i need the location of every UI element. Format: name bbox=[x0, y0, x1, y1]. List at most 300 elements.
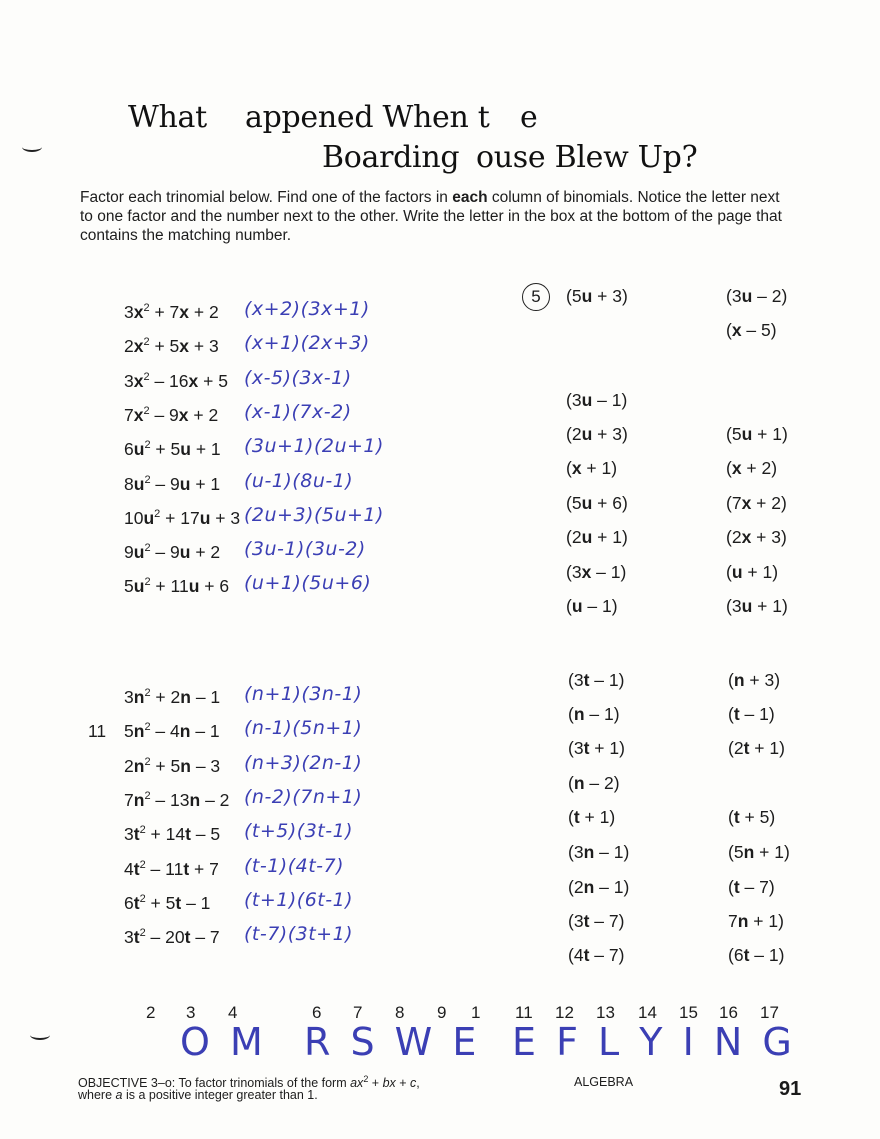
trinomial-middle: + 5 bbox=[149, 336, 180, 357]
trinomial-variable-2: n bbox=[180, 755, 191, 776]
trinomial-exponent: 2 bbox=[143, 336, 150, 349]
binomial-pre: (3 bbox=[566, 390, 582, 410]
trinomial-variable-2: u bbox=[199, 507, 211, 528]
trinomial-variable-2: t bbox=[183, 858, 190, 879]
trinomial-exponent: 2 bbox=[144, 576, 151, 589]
trinomial-exponent: 2 bbox=[144, 439, 151, 452]
objective-ax: ax bbox=[350, 1076, 364, 1091]
binomial-variable: t bbox=[583, 738, 590, 758]
trinomial-middle: – 16 bbox=[149, 370, 189, 391]
binomial-option bbox=[568, 807, 615, 828]
instructions bbox=[80, 188, 792, 245]
binomial-option bbox=[728, 807, 775, 828]
binomial-variable: t bbox=[733, 807, 740, 827]
binomial-post: + 1) bbox=[592, 527, 628, 547]
objective-c: c bbox=[410, 1076, 417, 1091]
binomial-pre: ( bbox=[568, 773, 574, 793]
trinomial-variable: x bbox=[133, 302, 144, 322]
binomial-variable: t bbox=[743, 945, 750, 965]
trinomial-coefficient: 3 bbox=[124, 302, 134, 322]
binomial-variable: x bbox=[581, 562, 592, 582]
trinomial bbox=[124, 474, 220, 495]
binomial-post: + 1) bbox=[579, 807, 616, 827]
binomial-option bbox=[566, 562, 626, 583]
binomial-pre: ( bbox=[728, 877, 734, 897]
trinomial-exponent: 2 bbox=[139, 927, 146, 940]
trinomial-coefficient: 10 bbox=[124, 507, 144, 528]
trinomial-variable: x bbox=[133, 404, 144, 425]
trinomial bbox=[124, 405, 218, 426]
binomial-pre: ( bbox=[566, 458, 572, 478]
answer-number: 9 bbox=[437, 1003, 447, 1022]
trinomial-variable: n bbox=[133, 687, 145, 707]
title-line1-part2: appened When t bbox=[245, 100, 490, 135]
trinomial-variable-2: t bbox=[184, 927, 191, 948]
trinomial-constant: + 2 bbox=[189, 302, 219, 322]
trinomial-coefficient: 5 bbox=[124, 576, 134, 597]
trinomial-middle: + 5 bbox=[145, 892, 176, 913]
trinomial-coefficient: 6 bbox=[124, 439, 134, 460]
handwritten-answer: (x-1)(7x-2) bbox=[244, 400, 352, 423]
binomial-variable: t bbox=[743, 738, 750, 758]
trinomial-coefficient: 3 bbox=[124, 687, 134, 707]
binomial-variable: u bbox=[741, 596, 753, 616]
binomial-option bbox=[568, 842, 629, 863]
binomial-option bbox=[728, 945, 784, 966]
trinomial-middle: – 4 bbox=[150, 721, 180, 742]
trinomial-constant: + 7 bbox=[189, 858, 219, 879]
binomial-pre: ( bbox=[726, 458, 732, 478]
trinomial-variable-2: n bbox=[180, 687, 191, 707]
binomial-variable: t bbox=[583, 945, 590, 965]
answer-number: 4 bbox=[228, 1003, 238, 1022]
binomial-option bbox=[566, 286, 628, 307]
objective-where: where bbox=[78, 1088, 116, 1102]
trinomial-constant: + 2 bbox=[188, 404, 219, 425]
trinomial-coefficient: 3 bbox=[124, 927, 134, 948]
trinomial bbox=[124, 893, 210, 914]
answer-number: 1 bbox=[471, 1003, 481, 1022]
trinomial-constant: + 3 bbox=[189, 336, 219, 357]
binomial-pre: (5 bbox=[728, 842, 744, 862]
binomial-variable: u bbox=[581, 286, 593, 306]
binomial-post: + 6) bbox=[592, 493, 628, 513]
binomial-option bbox=[726, 286, 787, 307]
trinomial-constant: – 1 bbox=[181, 892, 211, 913]
instructions-bold: each bbox=[452, 189, 488, 206]
binomial-variable: u bbox=[741, 424, 753, 444]
trinomial-middle: – 9 bbox=[150, 473, 180, 494]
binomial-pre: (3 bbox=[726, 286, 742, 306]
binomial-option bbox=[726, 562, 778, 583]
trinomial bbox=[124, 508, 240, 529]
trinomial-variable: t bbox=[133, 927, 140, 948]
title-line1-part1: What bbox=[128, 100, 207, 135]
binomial-pre: ( bbox=[568, 807, 574, 827]
trinomial-exponent: 2 bbox=[144, 473, 151, 486]
trinomial bbox=[124, 302, 219, 323]
trinomial-variable-2: x bbox=[179, 302, 190, 322]
answer-letters-group2: R S W E bbox=[304, 1020, 481, 1064]
answer-letters-group1: O M bbox=[180, 1020, 267, 1064]
binomial-option bbox=[726, 320, 777, 341]
binomial-post: + 2) bbox=[741, 458, 778, 478]
trinomial-variable-2: u bbox=[179, 473, 191, 494]
trinomial-variable-2: u bbox=[179, 542, 191, 563]
trinomial-middle: + 5 bbox=[150, 755, 181, 776]
trinomial-middle: – 9 bbox=[149, 404, 179, 425]
handwritten-answer: (u+1)(5u+6) bbox=[244, 572, 372, 595]
binomial-option bbox=[728, 670, 780, 691]
binomial-option bbox=[566, 596, 618, 617]
binomial-option bbox=[726, 527, 787, 548]
answer-number: 7 bbox=[353, 1003, 363, 1022]
binomial-option bbox=[566, 493, 628, 514]
trinomial-middle: + 2 bbox=[150, 687, 181, 707]
trinomial bbox=[124, 859, 219, 880]
binomial-variable: u bbox=[741, 286, 753, 306]
handwritten-answer: (n+3)(2n-1) bbox=[244, 751, 363, 774]
objective-bx: bx bbox=[382, 1076, 396, 1091]
binomial-option bbox=[568, 773, 620, 794]
trinomial-variable-2: x bbox=[188, 370, 199, 391]
trinomial-coefficient: 7 bbox=[124, 789, 134, 810]
binomial-pre: ( bbox=[728, 704, 734, 724]
trinomial-constant: – 3 bbox=[190, 755, 221, 776]
binomial-post: – 1) bbox=[589, 670, 625, 690]
trinomial-constant: – 2 bbox=[200, 789, 230, 810]
binomial-variable: t bbox=[733, 877, 740, 897]
trinomial-variable: t bbox=[133, 858, 140, 879]
trinomial-exponent: 2 bbox=[144, 790, 151, 803]
binomial-post: + 1) bbox=[581, 458, 618, 478]
binomial-pre: (2 bbox=[566, 527, 582, 547]
binomial-variable: u bbox=[581, 390, 593, 410]
trinomial-variable: n bbox=[133, 755, 145, 776]
binomial-variable: n bbox=[583, 877, 595, 897]
binomial-option bbox=[568, 877, 629, 898]
objective-exp: 2 bbox=[363, 1074, 369, 1084]
binomial-post: – 1) bbox=[594, 842, 630, 862]
trinomial-variable-2: x bbox=[179, 336, 190, 357]
objective-plus2: + bbox=[395, 1076, 411, 1091]
trinomial-constant: + 3 bbox=[210, 507, 241, 528]
answer-letters-group3: E F L Y I N G bbox=[512, 1020, 796, 1064]
answer-number: 2 bbox=[146, 1003, 156, 1022]
trinomial bbox=[124, 439, 221, 460]
trinomial-variable: u bbox=[133, 439, 145, 460]
binomial-post: + 1) bbox=[752, 424, 788, 444]
handwritten-answer: (3u-1)(3u-2) bbox=[244, 538, 366, 561]
handwritten-answer: (t-7)(3t+1) bbox=[244, 923, 354, 946]
answer-number: 15 bbox=[679, 1003, 698, 1022]
binomial-option bbox=[566, 527, 628, 548]
handwritten-answer: (t-1)(4t-7) bbox=[244, 854, 345, 877]
binomial-option bbox=[568, 704, 620, 725]
trinomial-middle: – 20 bbox=[145, 927, 185, 948]
binomial-option bbox=[566, 390, 627, 411]
trinomial-exponent: 2 bbox=[144, 687, 151, 700]
binomial-option bbox=[728, 842, 790, 863]
trinomial-variable: t bbox=[133, 892, 140, 913]
binomial-variable: t bbox=[573, 807, 580, 827]
trinomial-coefficient: 2 bbox=[124, 755, 134, 776]
trinomial-coefficient: 9 bbox=[124, 542, 134, 563]
binomial-pre: (4 bbox=[568, 945, 584, 965]
trinomial-exponent: 2 bbox=[154, 507, 161, 520]
answer-number: 16 bbox=[719, 1003, 738, 1022]
trinomial-middle: + 5 bbox=[150, 439, 181, 460]
binomial-post: – 1) bbox=[594, 877, 630, 897]
trinomial bbox=[124, 824, 220, 845]
binomial-pre: ( bbox=[728, 670, 734, 690]
trinomial-variable-2: u bbox=[188, 576, 200, 597]
margin-mark-bottom bbox=[30, 1030, 50, 1040]
trinomial-exponent: 2 bbox=[144, 721, 151, 734]
binomial-option bbox=[566, 458, 617, 479]
binomial-pre: ( bbox=[726, 562, 732, 582]
trinomial-constant: – 1 bbox=[190, 721, 220, 742]
binomial-post: + 1) bbox=[754, 842, 790, 862]
answer-number: 3 bbox=[186, 1003, 196, 1022]
binomial-post: + 1) bbox=[742, 562, 779, 582]
page-number: 91 bbox=[779, 1078, 802, 1100]
trinomial-exponent: 2 bbox=[139, 824, 146, 837]
margin-mark-top bbox=[22, 142, 42, 152]
binomial-variable: u bbox=[581, 527, 593, 547]
trinomial-variable-2: t bbox=[185, 824, 191, 845]
binomial-option bbox=[728, 738, 785, 759]
title-line2-part2: ouse Blew Up? bbox=[476, 140, 698, 175]
binomial-variable: t bbox=[583, 670, 590, 690]
trinomial-variable: x bbox=[133, 370, 144, 391]
circled-number: 5 bbox=[522, 283, 550, 311]
binomial-option bbox=[726, 458, 777, 479]
trinomial bbox=[124, 371, 228, 392]
trinomial-coefficient: 6 bbox=[124, 892, 134, 913]
trinomial-constant: – 1 bbox=[190, 687, 221, 707]
binomial-pre: (5 bbox=[566, 493, 582, 513]
binomial-post: – 2) bbox=[584, 773, 620, 793]
binomial-post: – 7) bbox=[589, 945, 625, 965]
handwritten-answer: (3u+1)(2u+1) bbox=[244, 435, 384, 458]
handwritten-answer: (u-1)(8u-1) bbox=[244, 469, 354, 492]
answer-number: 11 bbox=[515, 1003, 533, 1022]
binomial-variable: n bbox=[573, 773, 585, 793]
binomial-post: – 1) bbox=[584, 704, 620, 724]
answer-number: 13 bbox=[596, 1003, 615, 1022]
title-line1-part3: e bbox=[520, 100, 538, 135]
trinomial-coefficient: 8 bbox=[124, 473, 134, 494]
handwritten-answer: (n-1)(5n+1) bbox=[244, 717, 363, 740]
binomial-variable: x bbox=[741, 527, 752, 547]
handwritten-answer: (2u+3)(5u+1) bbox=[244, 503, 384, 526]
binomial-variable: n bbox=[737, 911, 749, 931]
binomial-variable: n bbox=[743, 842, 755, 862]
handwritten-answer: (n+1)(3n-1) bbox=[244, 683, 363, 705]
binomial-pre: ( bbox=[728, 807, 734, 827]
trinomial-variable: u bbox=[133, 473, 145, 494]
trinomial-exponent: 2 bbox=[143, 302, 150, 315]
binomial-pre: 7 bbox=[728, 911, 738, 931]
trinomial-middle: + 17 bbox=[160, 507, 200, 528]
trinomial-constant: + 6 bbox=[199, 576, 230, 597]
binomial-variable: u bbox=[731, 562, 743, 582]
trinomial-coefficient: 4 bbox=[124, 858, 134, 879]
binomial-option bbox=[566, 424, 628, 445]
binomial-pre: ( bbox=[568, 704, 574, 724]
subject-label: ALGEBRA bbox=[574, 1075, 634, 1089]
objective-plus1: + bbox=[368, 1076, 383, 1091]
trinomial-variable-2: x bbox=[178, 404, 189, 425]
instructions-part1: Factor each trinomial below. Find one of the factors in bbox=[80, 189, 453, 206]
trinomial-exponent: 2 bbox=[143, 405, 150, 418]
trinomial-constant: + 1 bbox=[190, 473, 221, 494]
trinomial bbox=[124, 542, 220, 563]
binomial-option bbox=[726, 493, 787, 514]
binomial-pre: (2 bbox=[726, 527, 742, 547]
trinomial-exponent: 2 bbox=[139, 892, 146, 905]
trinomial-middle: – 13 bbox=[150, 789, 190, 810]
binomial-post: – 7) bbox=[739, 877, 775, 897]
binomial-option bbox=[728, 704, 775, 725]
trinomial-coefficient: 3 bbox=[124, 370, 134, 391]
binomial-post: + 1) bbox=[749, 738, 785, 758]
trinomial-variable-2: n bbox=[179, 721, 191, 742]
binomial-pre: (3 bbox=[566, 562, 582, 582]
handwritten-answer: (x+1)(2x+3) bbox=[244, 332, 370, 355]
trinomial-constant: + 5 bbox=[198, 370, 228, 391]
binomial-pre: (5 bbox=[726, 424, 742, 444]
objective-a: a bbox=[115, 1088, 123, 1102]
trinomial-constant: + 1 bbox=[190, 439, 221, 460]
instructions-part2: column of binomials. Notice the letter next to one factor and the number next to the other. Write the letter in the box at the bottom of the page that contains the matching number. bbox=[80, 189, 782, 244]
binomial-pre: (2 bbox=[568, 877, 584, 897]
binomial-variable: x bbox=[741, 493, 752, 513]
trinomial-variable: u bbox=[143, 507, 155, 528]
handwritten-answer: (x+2)(3x+1) bbox=[244, 298, 370, 320]
trinomial-exponent: 2 bbox=[144, 755, 151, 768]
binomial-post: – 1) bbox=[739, 704, 775, 724]
binomial-pre: (3 bbox=[568, 842, 584, 862]
trinomial bbox=[124, 927, 220, 948]
problem-label: 11 bbox=[88, 721, 107, 742]
binomial-post: – 1) bbox=[582, 596, 618, 616]
binomial-variable: t bbox=[583, 911, 590, 931]
trinomial-exponent: 2 bbox=[139, 858, 146, 871]
answer-number: 6 bbox=[312, 1003, 322, 1022]
binomial-post: + 1) bbox=[589, 738, 625, 758]
binomial-pre: (5 bbox=[566, 286, 582, 306]
trinomial bbox=[124, 687, 220, 708]
trinomial bbox=[124, 790, 229, 811]
handwritten-answer: (x-5)(3x-1) bbox=[244, 366, 352, 389]
title-line2-part1: Boarding bbox=[322, 140, 460, 175]
binomial-pre: (3 bbox=[568, 738, 584, 758]
trinomial-middle: + 11 bbox=[150, 576, 189, 597]
trinomial-variable-2: n bbox=[189, 789, 201, 810]
binomial-option bbox=[568, 945, 624, 966]
trinomial-constant: – 7 bbox=[190, 927, 220, 948]
binomial-post: + 1) bbox=[748, 911, 784, 931]
binomial-pre: (2 bbox=[728, 738, 744, 758]
trinomial-constant: + 2 bbox=[190, 542, 221, 563]
binomial-variable: x bbox=[731, 320, 742, 340]
binomial-post: + 1) bbox=[752, 596, 788, 616]
binomial-variable: n bbox=[733, 670, 745, 690]
binomial-variable: n bbox=[583, 842, 595, 862]
trinomial-coefficient: 3 bbox=[124, 824, 134, 845]
binomial-option bbox=[726, 424, 788, 445]
trinomial-coefficient: 5 bbox=[124, 721, 134, 742]
binomial-post: – 5) bbox=[741, 320, 777, 340]
trinomial bbox=[124, 721, 220, 742]
trinomial-variable-2: t bbox=[175, 892, 182, 913]
binomial-variable: u bbox=[571, 596, 583, 616]
binomial-variable: t bbox=[733, 704, 740, 724]
binomial-variable: x bbox=[571, 458, 582, 478]
binomial-option bbox=[726, 596, 788, 617]
trinomial-middle: + 14 bbox=[145, 824, 186, 845]
binomial-pre: ( bbox=[726, 320, 732, 340]
binomial-pre: (3 bbox=[568, 670, 584, 690]
binomial-post: – 2) bbox=[752, 286, 788, 306]
binomial-post: – 7) bbox=[589, 911, 625, 931]
binomial-post: – 1) bbox=[591, 562, 627, 582]
binomial-variable: x bbox=[731, 458, 742, 478]
objective-comma: , bbox=[416, 1076, 420, 1091]
objective-rest: is a positive integer greater than 1. bbox=[122, 1088, 318, 1102]
binomial-post: + 3) bbox=[592, 286, 628, 306]
trinomial-variable: n bbox=[133, 721, 145, 742]
binomial-variable: u bbox=[581, 424, 593, 444]
trinomial-constant: – 5 bbox=[190, 824, 221, 845]
answer-number: 12 bbox=[555, 1003, 574, 1022]
handwritten-answer: (t+5)(3t-1) bbox=[244, 820, 354, 843]
trinomial-coefficient: 2 bbox=[124, 336, 134, 357]
trinomial-variable-2: u bbox=[180, 439, 191, 460]
trinomial-variable: u bbox=[133, 576, 145, 597]
binomial-post: – 1) bbox=[592, 390, 628, 410]
binomial-pre: (3 bbox=[568, 911, 584, 931]
objective-line2 bbox=[78, 1088, 318, 1103]
trinomial-variable: n bbox=[133, 789, 145, 810]
binomial-post: + 3) bbox=[751, 527, 787, 547]
binomial-variable: u bbox=[581, 493, 593, 513]
answer-number: 8 bbox=[395, 1003, 405, 1022]
trinomial-coefficient: 7 bbox=[124, 404, 134, 425]
binomial-pre: (7 bbox=[726, 493, 742, 513]
binomial-pre: ( bbox=[566, 596, 572, 616]
binomial-post: – 1) bbox=[749, 945, 785, 965]
binomial-variable: n bbox=[573, 704, 585, 724]
binomial-post: + 5) bbox=[739, 807, 776, 827]
trinomial bbox=[124, 336, 219, 357]
binomial-option bbox=[728, 877, 775, 898]
binomial-post: + 3) bbox=[592, 424, 628, 444]
binomial-pre: (3 bbox=[726, 596, 742, 616]
binomial-option bbox=[568, 670, 624, 691]
binomial-option bbox=[568, 911, 624, 932]
handwritten-answer: (n-2)(7n+1) bbox=[244, 785, 363, 808]
trinomial-exponent: 2 bbox=[144, 542, 151, 555]
trinomial-middle: – 9 bbox=[150, 542, 180, 563]
trinomial-exponent: 2 bbox=[143, 370, 150, 383]
answer-number: 14 bbox=[638, 1003, 657, 1022]
trinomial-variable: u bbox=[133, 542, 145, 563]
binomial-post: + 2) bbox=[751, 493, 787, 513]
binomial-option bbox=[568, 738, 625, 759]
